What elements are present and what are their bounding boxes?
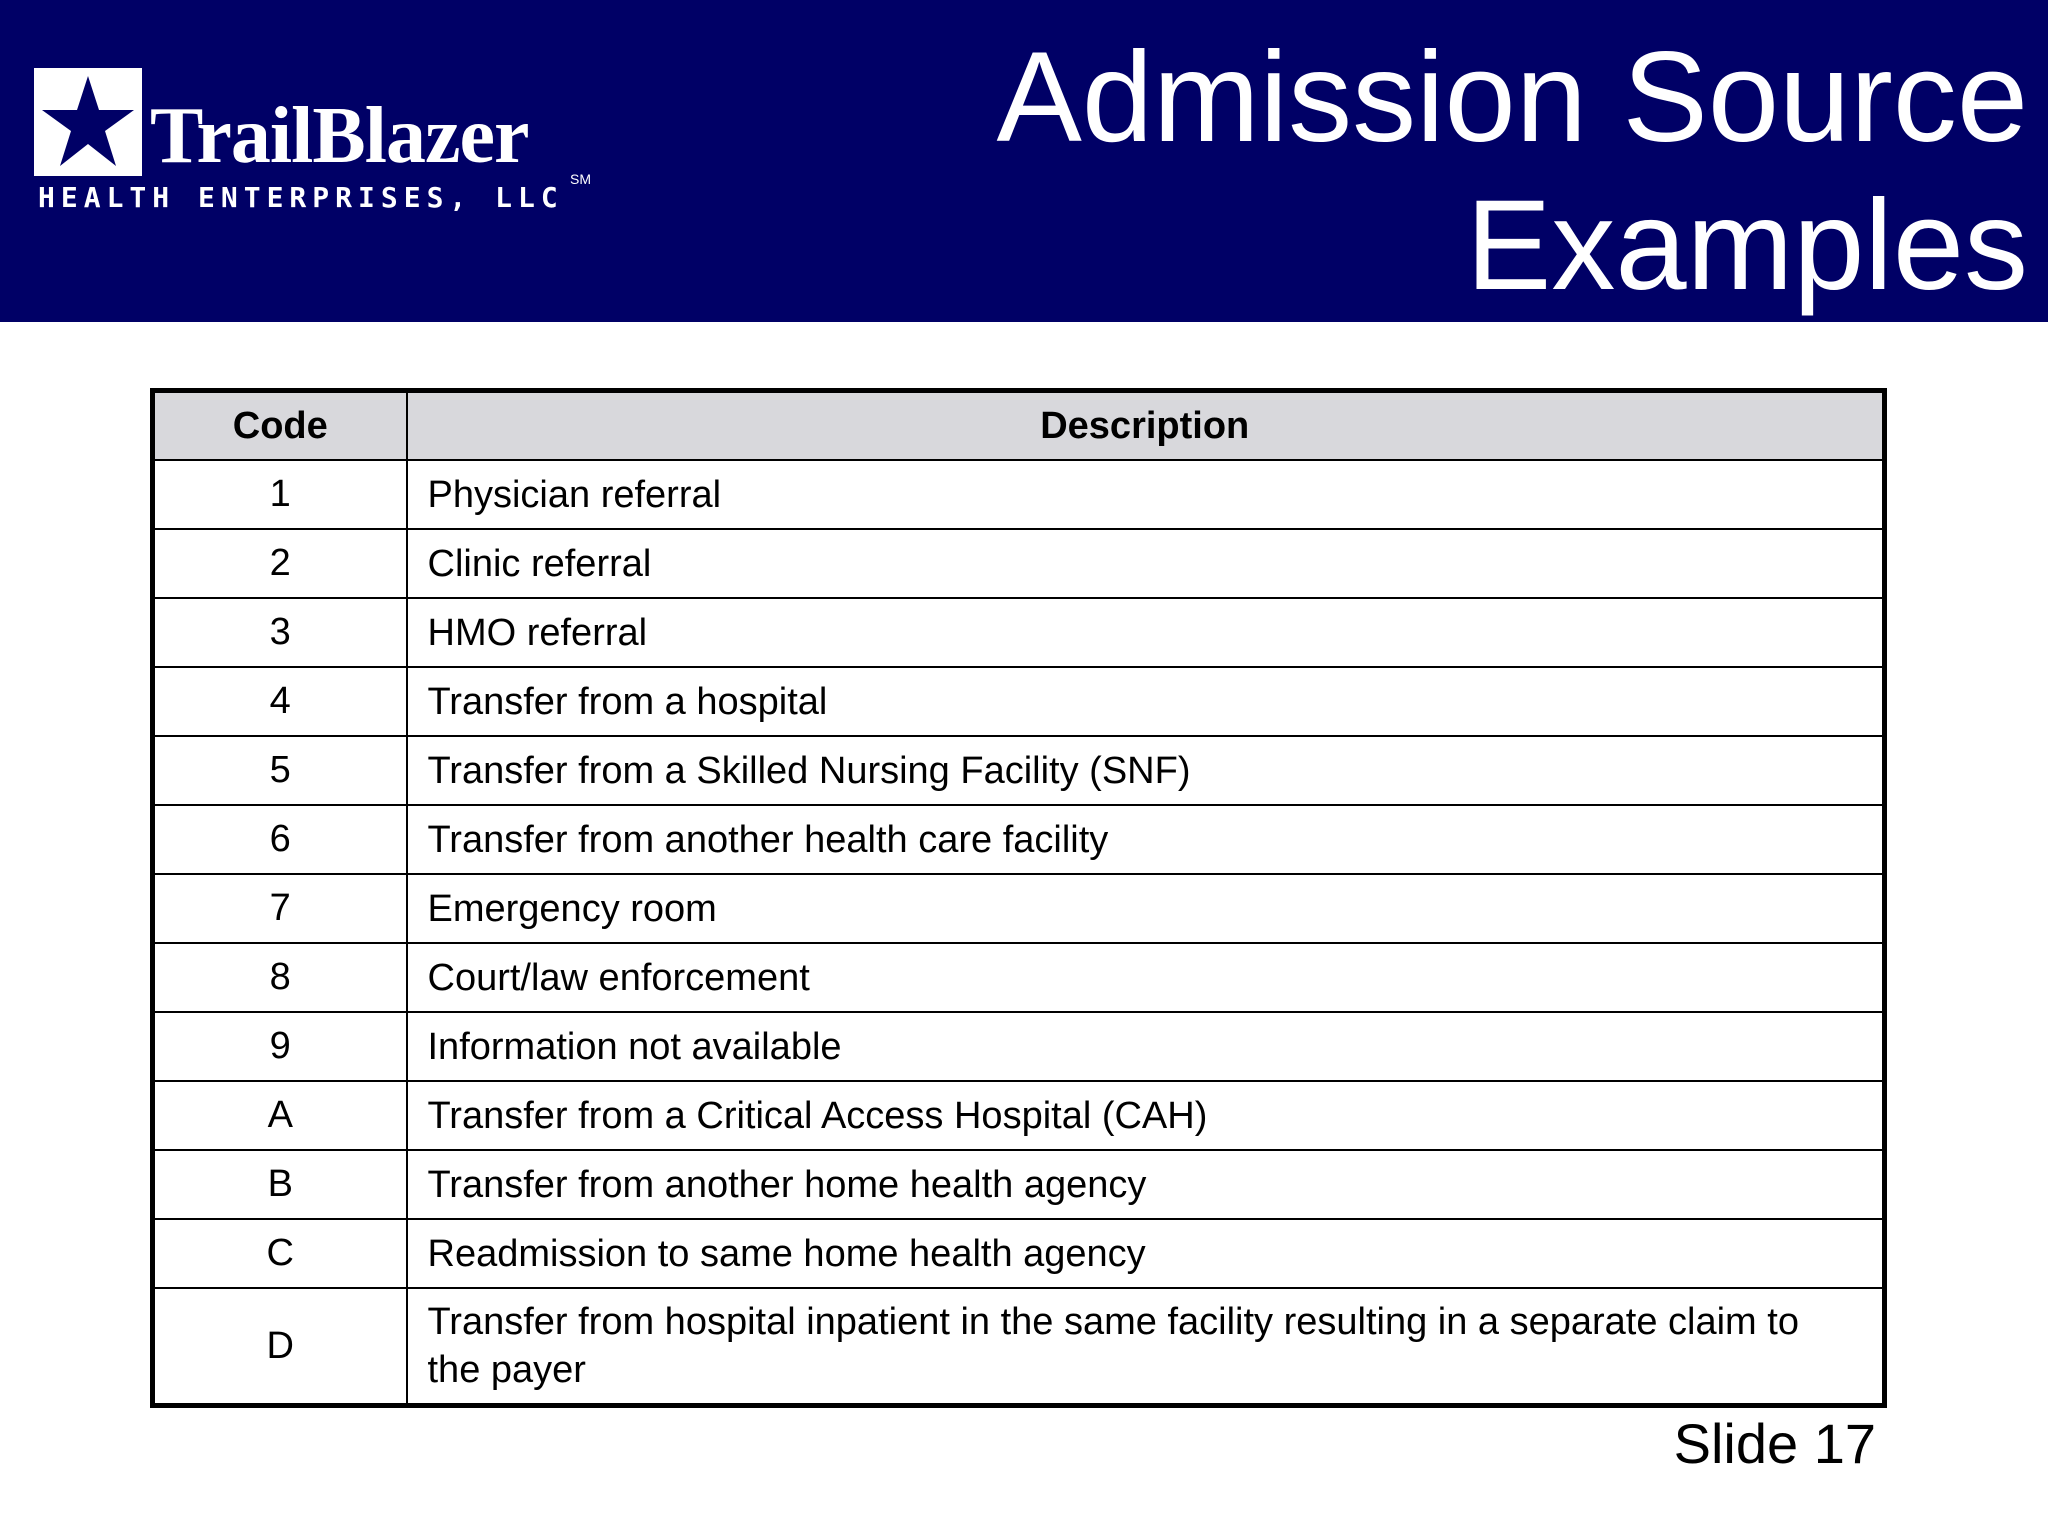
- table-row: [153, 736, 1885, 805]
- star-logo-icon: [34, 68, 142, 176]
- logo-service-mark: SM: [570, 171, 591, 187]
- description-cell: Physician referral: [407, 460, 1885, 529]
- table-row: [153, 529, 1885, 598]
- slide-title-line-1: Admission Source: [996, 26, 2028, 169]
- table-row: [153, 1288, 1885, 1406]
- table-row: [153, 1012, 1885, 1081]
- table-row: [153, 805, 1885, 874]
- description-cell: HMO referral: [407, 598, 1885, 667]
- description-cell: Transfer from hospital inpatient in the same facility resulting in a separate claim to the payer: [407, 1288, 1885, 1406]
- code-cell: D: [153, 1288, 407, 1406]
- code-cell: A: [153, 1081, 407, 1150]
- description-cell: Transfer from another home health agency: [407, 1150, 1885, 1219]
- code-cell: 2: [153, 529, 407, 598]
- description-cell: Emergency room: [407, 874, 1885, 943]
- logo-name: TrailBlazer: [150, 92, 529, 180]
- column-header-code: Code: [153, 391, 407, 461]
- logo-subtitle: HEALTH ENTERPRISES, LLC: [38, 181, 564, 214]
- description-cell: Transfer from a hospital: [407, 667, 1885, 736]
- trailblazer-logo: [34, 62, 634, 222]
- slide-title: [928, 24, 2028, 320]
- table-row: [153, 667, 1885, 736]
- column-header-description: Description: [407, 391, 1885, 461]
- code-cell: 9: [153, 1012, 407, 1081]
- description-cell: Clinic referral: [407, 529, 1885, 598]
- table-header-row: [153, 391, 1885, 461]
- code-cell: 8: [153, 943, 407, 1012]
- table-row: [153, 1150, 1885, 1219]
- description-cell: Transfer from a Critical Access Hospital (CAH): [407, 1081, 1885, 1150]
- description-cell: Information not available: [407, 1012, 1885, 1081]
- slide-number: Slide 17: [1673, 1412, 1876, 1475]
- description-cell: Transfer from another health care facility: [407, 805, 1885, 874]
- table-row: [153, 1081, 1885, 1150]
- admission-source-table: [150, 388, 1887, 1408]
- description-cell: Readmission to same home health agency: [407, 1219, 1885, 1288]
- code-cell: C: [153, 1219, 407, 1288]
- code-cell: 1: [153, 460, 407, 529]
- table-row: [153, 1219, 1885, 1288]
- code-cell: 7: [153, 874, 407, 943]
- code-cell: 4: [153, 667, 407, 736]
- description-cell: Court/law enforcement: [407, 943, 1885, 1012]
- table-row: [153, 460, 1885, 529]
- admission-source-table-container: [150, 388, 1882, 1408]
- table-row: [153, 874, 1885, 943]
- slide-title-line-2: Examples: [1466, 174, 2028, 317]
- table-row: [153, 598, 1885, 667]
- table-row: [153, 943, 1885, 1012]
- slide-header: [0, 0, 2048, 322]
- code-cell: 3: [153, 598, 407, 667]
- code-cell: 6: [153, 805, 407, 874]
- code-cell: 5: [153, 736, 407, 805]
- description-cell: Transfer from a Skilled Nursing Facility (SNF): [407, 736, 1885, 805]
- code-cell: B: [153, 1150, 407, 1219]
